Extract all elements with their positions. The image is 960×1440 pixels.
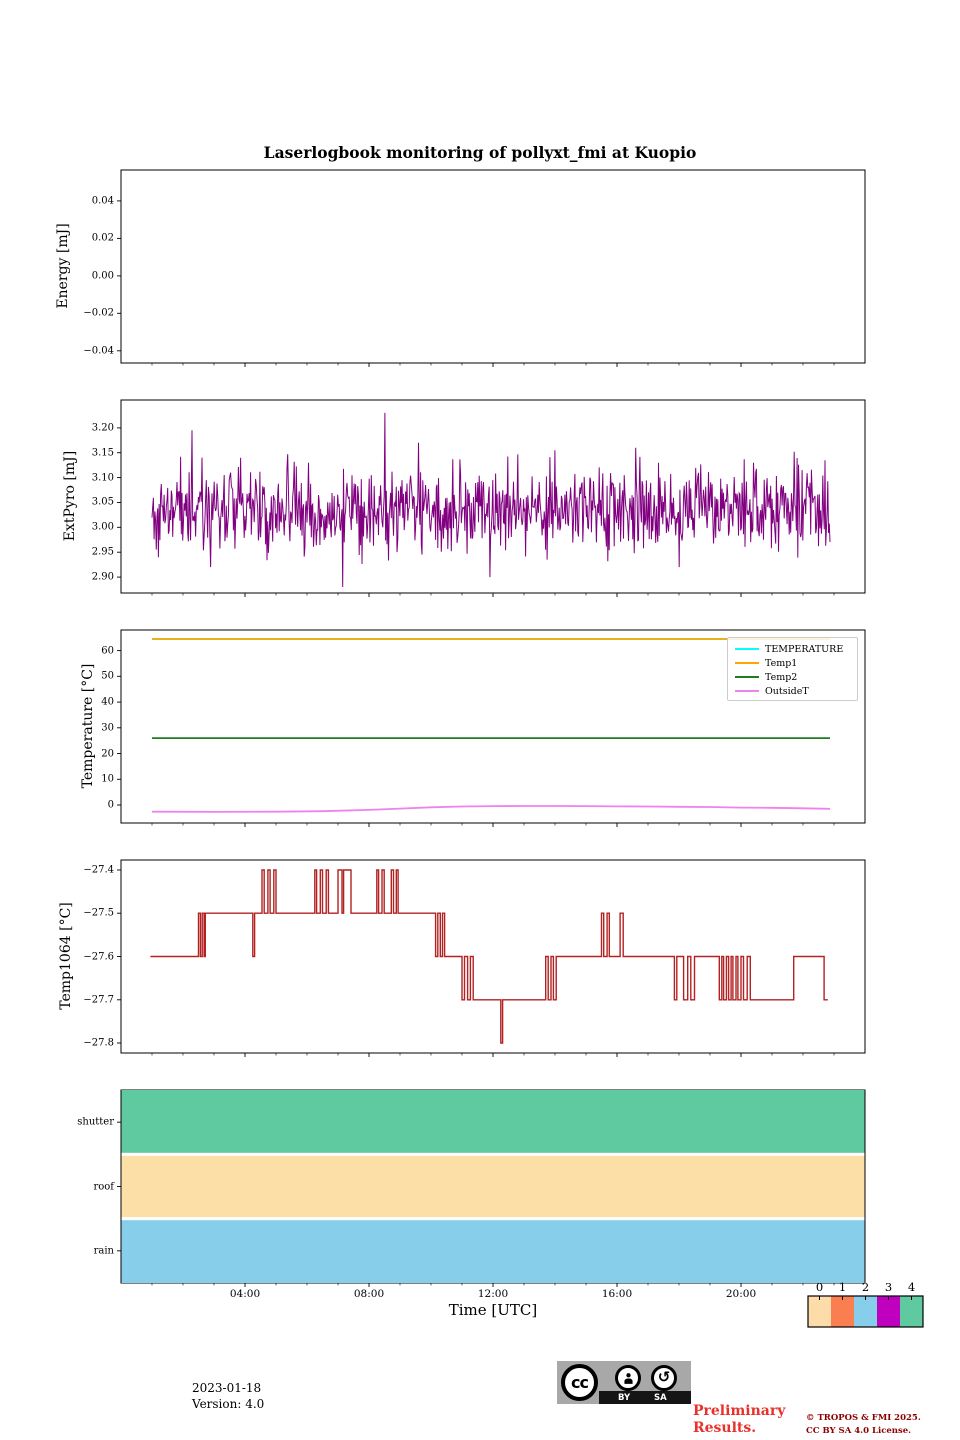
y-tick-label: −0.02 <box>83 307 114 319</box>
temp1064-line <box>150 870 827 1043</box>
y-tick-label: 3.20 <box>91 422 114 434</box>
legend-label: Temp2 <box>765 671 798 683</box>
y-tick-label: −27.5 <box>83 907 114 919</box>
colorbar-label: 4 <box>907 1280 916 1294</box>
row-label-shutter: shutter <box>77 1116 114 1128</box>
legend-entry-temp2 <box>735 670 857 684</box>
version-text: Version: 4.0 <box>192 1397 265 1411</box>
y-tick-label: 3.05 <box>91 496 114 508</box>
y-tick-label: −27.6 <box>83 951 114 962</box>
copyright-line1: © TROPOS & FMI 2025. <box>806 1413 921 1423</box>
cc-badge-strip <box>599 1391 691 1404</box>
x-tick-label: 12:00 <box>477 1288 509 1300</box>
y-tick-label: 30 <box>101 722 114 734</box>
legend-line-swatch <box>735 662 759 665</box>
x-tick-label: 04:00 <box>229 1288 261 1300</box>
colorbar-segment-3 <box>877 1296 900 1327</box>
x-tick-label: 08:00 <box>353 1288 385 1300</box>
y-tick-label: −27.8 <box>83 1037 114 1049</box>
ylabel-temperature: Temperature [°C] <box>80 663 96 789</box>
legend-label: OutsideT <box>765 685 809 697</box>
preliminary-line1: Preliminary <box>693 1403 786 1419</box>
legend-line-swatch <box>735 676 759 679</box>
person-icon <box>622 1372 635 1385</box>
legend-label: Temp1 <box>765 657 798 669</box>
y-tick-label: 0.00 <box>91 270 114 282</box>
colorbar-label: 1 <box>838 1280 847 1294</box>
y-tick-label: −27.4 <box>83 864 114 876</box>
status-band-rain <box>122 1220 865 1283</box>
y-tick-label: 3.10 <box>91 472 114 484</box>
legend-entry-temp1 <box>735 656 857 670</box>
status-band-roof <box>122 1156 865 1217</box>
y-tick-label: 50 <box>101 670 114 682</box>
legend-entry-temperature <box>735 642 857 656</box>
preliminary-results-text <box>693 1403 785 1437</box>
axes-box-energy <box>121 170 865 363</box>
row-label-roof: roof <box>93 1181 114 1192</box>
y-tick-label: 0.02 <box>91 232 114 244</box>
axes-box-temp1064 <box>121 860 865 1053</box>
colorbar-label: 2 <box>861 1280 870 1294</box>
sa-arrow-icon: ↺ <box>651 1365 677 1391</box>
y-tick-label: 0.04 <box>91 195 114 207</box>
y-tick-label: 2.90 <box>91 571 114 583</box>
y-tick-label: 20 <box>101 748 114 760</box>
x-tick-label: 16:00 <box>601 1288 633 1300</box>
xlabel-time-utc: Time [UTC] <box>448 1301 538 1319</box>
status-band-shutter <box>122 1090 865 1153</box>
date-text: 2023-01-18 <box>192 1381 262 1395</box>
y-tick-label: 40 <box>101 696 114 708</box>
colorbar-segment-4 <box>900 1296 923 1327</box>
y-tick-label: 60 <box>101 645 114 657</box>
legend-label: TEMPERATURE <box>765 643 844 655</box>
legend <box>727 637 858 701</box>
legend-line-swatch <box>735 690 759 693</box>
legend-entry-outsidet <box>735 684 857 698</box>
y-tick-label: 10 <box>101 773 114 785</box>
colorbar-label: 3 <box>884 1280 893 1294</box>
x-tick-label: 20:00 <box>725 1288 757 1300</box>
extpyro-line <box>152 413 830 587</box>
cc-icon: cc <box>561 1364 598 1401</box>
by-person-icon <box>615 1365 641 1391</box>
colorbar-label: 0 <box>815 1280 824 1294</box>
y-tick-label: −27.7 <box>83 994 114 1006</box>
cc-license-badge <box>557 1361 691 1404</box>
y-tick-label: 3.00 <box>91 521 114 533</box>
figure-title: Laserlogbook monitoring of pollyxt_fmi at Kuopio <box>263 143 697 162</box>
copyright-text <box>806 1412 921 1438</box>
cc-by-label: BY <box>618 1393 631 1403</box>
cc-sa-label: SA <box>654 1393 667 1403</box>
outsidet-line <box>152 806 830 812</box>
row-label-rain: rain <box>93 1245 114 1257</box>
ylabel-temp1064: Temp1064 [°C] <box>58 902 74 1010</box>
copyright-line2: CC BY SA 4.0 License. <box>806 1426 912 1436</box>
preliminary-line2: Results. <box>693 1420 757 1436</box>
ylabel-energy: Energy [mJ] <box>55 223 71 309</box>
ylabel-extpyro: ExtPyro [mJ] <box>62 450 78 542</box>
y-tick-label: 3.15 <box>91 447 114 459</box>
y-tick-label: −0.04 <box>83 345 114 357</box>
legend-line-swatch <box>735 648 759 651</box>
y-tick-label: 2.95 <box>91 546 114 558</box>
y-tick-label: 0 <box>107 799 114 811</box>
